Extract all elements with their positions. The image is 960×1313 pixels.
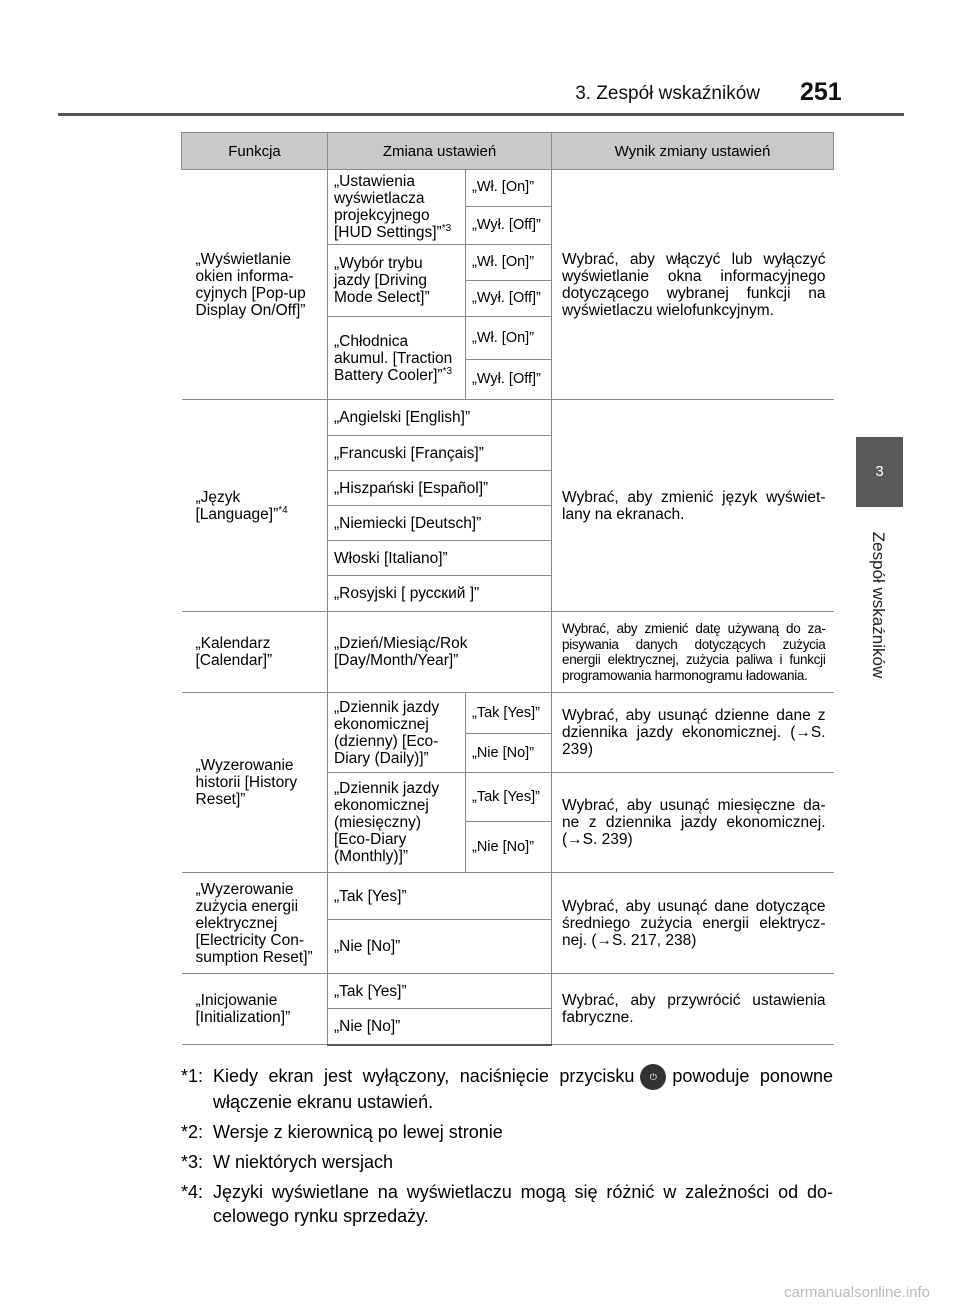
function-cell: „Kalendarz [Calendar]”	[182, 612, 328, 693]
result-cell: Wybrać, aby zmienić datę używaną do za-pisywania danych dotyczących zużycia energii elektrycznej, zużycia paliwa i funkcji programowania harmonogramu ładowania.	[552, 612, 834, 693]
option-cell: „Rosyjski [ русский ]”	[328, 576, 552, 612]
footnote-mark: *4:	[181, 1182, 204, 1203]
option-cell: „Tak [Yes]”	[466, 693, 552, 734]
result-cell: Wybrać, aby usunąć dane dotyczące średniego zużycia energii elektrycz-nej. (→S. 217, 238)	[552, 873, 834, 974]
chapter-tab-label: Zespół wskaźników	[869, 531, 888, 679]
option-cell: „Nie [No]”	[466, 734, 552, 773]
option-cell: „Nie [No]”	[328, 920, 552, 974]
chapter-tab[interactable]: 3	[856, 437, 903, 507]
footnote-mark: *1:	[181, 1066, 204, 1086]
table-row	[182, 612, 834, 693]
setting-cell: „Wybór trybu jazdy [Driving Mode Select]”	[328, 245, 466, 317]
watermark: carmanualsonline.info	[784, 1284, 930, 1301]
footnote-mark: *3:	[181, 1152, 204, 1173]
settings-table	[181, 132, 834, 1046]
column-header: Zmiana ustawień	[328, 133, 552, 170]
setting-cell: „Dzień/Miesiąc/Rok [Day/Month/Year]”	[328, 612, 552, 693]
footnote: *3: W niektórych wersjach	[181, 1152, 394, 1173]
column-header: Funkcja	[182, 133, 328, 170]
function-cell: „Język [Language]”$^{*4}$	[182, 400, 328, 612]
table-row	[182, 974, 834, 1009]
header-divider	[58, 113, 904, 116]
table-row	[182, 693, 834, 734]
result-cell: Wybrać, aby przywrócić ustawienia fabryczne.	[552, 974, 834, 1045]
power-button-icon: ⏻	[640, 1064, 666, 1090]
section-title: 3. Zespół wskaźników	[575, 83, 760, 104]
result-cell: Wybrać, aby włączyć lub wyłączyć wyświetlanie okna informacyjnego dotyczącego wybranej funkcji na wyświetlaczu wielofunkcyjnym.	[552, 170, 834, 400]
option-cell: „Hiszpański [Español]”	[328, 471, 552, 506]
option-cell: „Wł. [On]”	[466, 245, 552, 281]
page-number: 251	[800, 78, 842, 106]
function-cell: „Wyzerowanie zużycia energii elektrycznej [Electricity Con-sumption Reset]”	[182, 873, 328, 974]
option-cell: „Wł. [On]”	[466, 170, 552, 207]
option-cell: „Nie [No]”	[466, 822, 552, 873]
footnote: *1: Kiedy ekran jest wyłączony, naciśnięcie przycisku ⏻ powoduje ponowne włączenie ekranu ustawień.	[181, 1066, 833, 1113]
result-cell: Wybrać, aby usunąć dzienne dane z dziennika jazdy ekonomicznej. (→S. 239)	[552, 693, 834, 773]
setting-cell: „Dziennik jazdy ekonomicznej (miesięczny) [Eco-Diary (Monthly)]”	[328, 773, 466, 873]
table-row	[182, 400, 834, 436]
table-header-row	[182, 133, 834, 170]
result-cell: Wybrać, aby zmienić język wyświet-lany na ekranach.	[552, 400, 834, 612]
option-cell: „Francuski [Français]”	[328, 436, 552, 471]
column-header: Wynik zmiany ustawień	[552, 133, 834, 170]
table-row	[182, 170, 834, 207]
result-cell: Wybrać, aby usunąć miesięczne da-ne z dziennika jazdy ekonomicznej. (→S. 239)	[552, 773, 834, 873]
function-cell: „Wyzerowanie historii [History Reset]”	[182, 693, 328, 873]
option-cell: „Wył. [Off]”	[466, 281, 552, 317]
function-cell: „Inicjowanie [Initialization]”	[182, 974, 328, 1045]
footnote-mark: *2:	[181, 1122, 204, 1143]
table-row	[182, 873, 834, 920]
setting-cell: „Ustawienia wyświetlacza projekcyjnego [HUD Settings]”$^{*3}$	[328, 170, 466, 245]
option-cell: Włoski [Italiano]”	[328, 541, 552, 576]
setting-cell: „Dziennik jazdy ekonomicznej (dzienny) [Eco-Diary (Daily)]”	[328, 693, 466, 773]
option-cell: „Nie [No]”	[328, 1009, 552, 1045]
footnote: *2: Wersje z kierownicą po lewej stronie	[181, 1122, 503, 1143]
option-cell: „Wył. [Off]”	[466, 360, 552, 400]
option-cell: „Niemiecki [Deutsch]”	[328, 506, 552, 541]
option-cell: „Tak [Yes]”	[466, 773, 552, 822]
option-cell: „Tak [Yes]”	[328, 873, 552, 920]
option-cell: „Wł. [On]”	[466, 317, 552, 360]
footnotes	[181, 1064, 833, 1234]
option-cell: „Angielski [English]”	[328, 400, 552, 436]
option-cell: „Wył. [Off]”	[466, 206, 552, 244]
option-cell: „Tak [Yes]”	[328, 974, 552, 1009]
setting-cell: „Chłodnica akumul. [Traction Battery Cooler]”$^{*3}$	[328, 317, 466, 400]
footnote: *4: Języki wyświetlane na wyświetlaczu mogą się różnić w zależności od do-celowego rynku sprzedaży.	[181, 1182, 833, 1227]
function-cell: „Wyświetlanie okien informa-cyjnych [Pop-up Display On/Off]”	[182, 170, 328, 400]
